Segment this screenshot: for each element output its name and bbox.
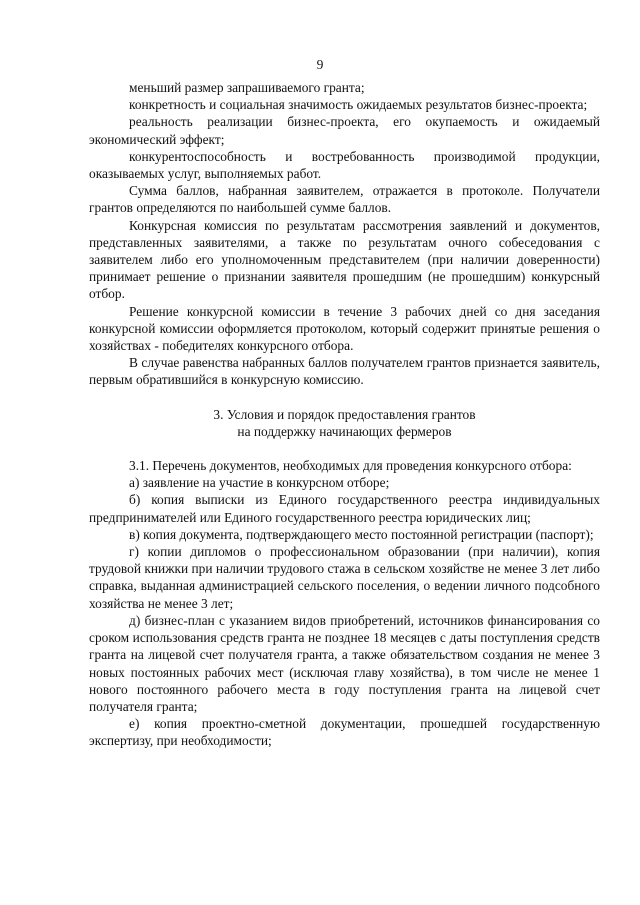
paragraph: конкурентоспособность и востребованность производимой продукции, оказываемых услуг, выполняемых работ. xyxy=(89,148,600,182)
paragraph: меньший размер запрашиваемого гранта; xyxy=(129,80,365,95)
paragraph: реальность реализации бизнес-проекта, его окупаемость и ожидаемый экономический эффект; xyxy=(89,114,600,147)
paragraph: Сумма баллов, набранная заявителем, отражается в протоколе. Получатели грантов определяются по наибольшей сумме баллов. xyxy=(89,183,600,216)
paragraph: Конкурсная комиссия по результатам рассмотрения заявлений и документов, представленных заявителями, а также по результатам очного собеседования с заявителем либо его уполномоченным представителем (при наличии доверенности) принимает решение о признании заявителя прошедшим (не прошедшим) конкурсный отбор. xyxy=(89,217,600,302)
list-item: а) заявление на участие в конкурсном отборе; xyxy=(129,475,390,491)
paragraph: конкретность и социальная значимость ожидаемых результатов бизнес-проекта; xyxy=(129,97,588,113)
list-item: е) копия проектно-сметной документации, прошедшей государственную экспертизу, при необходимости; xyxy=(89,716,600,749)
document-body xyxy=(89,79,600,750)
list-item: в) копия документа, подтверждающего место постоянной регистрации (паспорт); xyxy=(129,526,594,542)
list-item: г) копии дипломов о профессиональном образовании (при наличии), копия трудовой книжки при наличии трудового стажа в сельском хозяйстве не менее 3 лет либо справка, выданная администрацией сельского поселения, о ведении личного подсобного хозяйства не менее 3 лет; xyxy=(89,544,600,611)
section-heading-line-1: 3. Условия и порядок предоставления грантов xyxy=(213,406,476,422)
section-heading xyxy=(89,406,600,440)
list-item: д) бизнес-план с указанием видов приобретений, источников финансирования со сроком использования средств гранта не позднее 18 месяцев с даты поступления средств гранта на лицевой счет получателя гранта, а также обязательством создания не менее 3 новых постоянных рабочих мест (исключая главу хозяйства), в том числе не менее 1 нового постоянного рабочего места в году поступления гранта на лицевой счет получателя гранта; xyxy=(89,612,600,714)
page-number: 9 xyxy=(316,57,324,72)
paragraph: В случае равенства набранных баллов получателем грантов признается заявитель, первым обратившийся в конкурсную комиссию. xyxy=(89,355,600,388)
list-item: б) копия выписки из Единого государственного реестра индивидуальных предпринимателей или Единого государственного реестра юридических лиц; xyxy=(89,492,600,525)
paragraph: 3.1. Перечень документов, необходимых для проведения конкурсного отбора: xyxy=(129,458,572,474)
paragraph: Решение конкурсной комиссии в течение 3 рабочих дней со дня заседания конкурсной комиссии оформляется протоколом, который содержит принятые решения о хозяйствах - победителях конкурсного отбора. xyxy=(89,303,600,354)
section-heading-line-2: на поддержку начинающих фермеров xyxy=(237,423,452,439)
